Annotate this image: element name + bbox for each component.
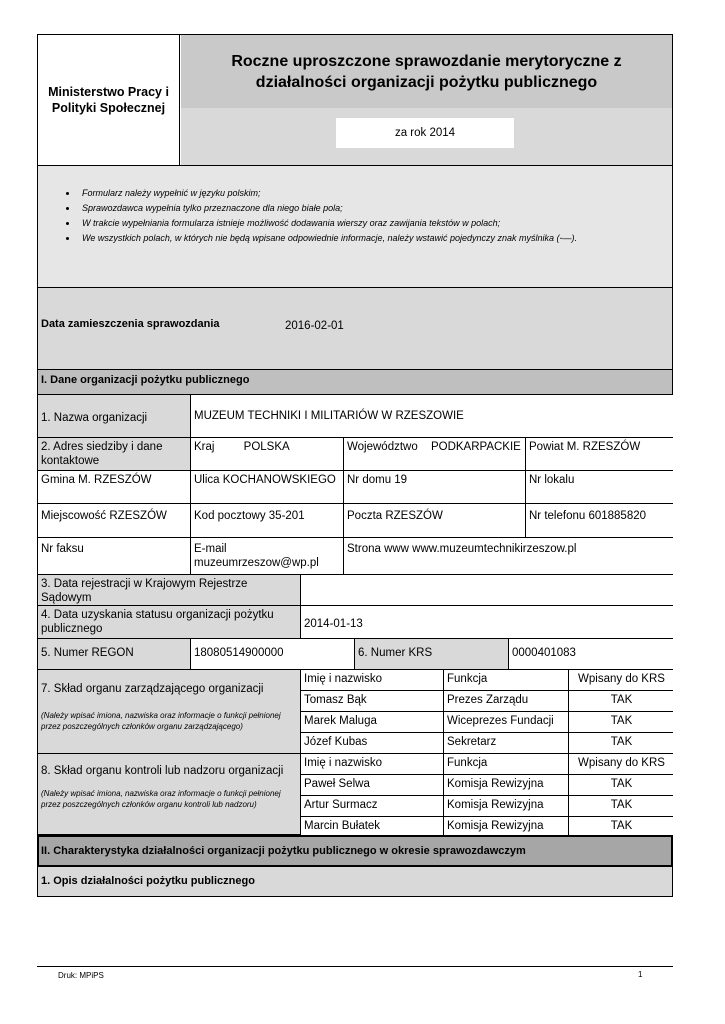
section2-title: II. Charakterystyka działalności organizacji pożytku publicznego w okresie sprawozdawczym [41,845,526,857]
poczta-cell[interactable]: Poczta RZESZÓW [343,504,525,537]
control-member-name[interactable]: Artur Surmacz [304,799,378,811]
nr-lokalu-cell[interactable]: Nr lokalu [525,471,673,503]
instruction-item: • We wszystkich polach, w których nie będą wpisane odpowiednie informacje, należy wstawić pojedynczy znak myślnika (-—). [78,231,672,246]
gmina-cell[interactable]: Gmina M. RZESZÓW [38,471,190,503]
control-col-func: Funkcja [443,754,568,774]
board-col-func: Funkcja [443,670,568,691]
board-col-krs: Wpisany do KRS [568,670,674,691]
krs-reg-label: 3. Data rejestracji w Krajowym Rejestrze Sądowym [41,578,248,604]
board-col-name: Imię i nazwisko [304,673,382,685]
ulica-cell[interactable]: Ulica KOCHANOWSKIEGO [190,471,343,503]
publication-label: Data zamieszczenia sprawozdania [41,318,220,330]
control-note: (Należy wpisać imiona, nazwiska oraz informacje o funkcji pełnionej przez poszczególnych członków organu kontroli lub nadzoru) [41,789,281,809]
control-table [300,754,673,835]
regon-value[interactable]: 18080514900000 [190,639,354,669]
powiat-cell[interactable]: Powiat M. RZESZÓW [525,438,673,470]
ministry-name: Ministerstwo Pracy i Polityki Społecznej [48,85,169,115]
kraj-label: Kraj [194,441,215,453]
email-value: muzeumrzeszow@wp.pl [194,557,319,569]
instructions-box [37,166,673,288]
header-block [37,34,673,166]
section2-sub1: 1. Opis działalności pożytku publicznego [41,875,255,887]
section1-title-bar [37,370,673,395]
faks-cell[interactable]: Nr faksu [38,538,190,574]
wojewodztwo-label: Województwo [347,441,418,453]
year-field[interactable]: za rok 2014 [336,118,514,148]
ministry-box [38,35,180,165]
telefon-cell[interactable]: Nr telefonu 601885820 [525,504,673,537]
krs-reg-value[interactable] [300,575,673,605]
regon-label: 5. Numer REGON [41,647,134,659]
control-col-krs: Wpisany do KRS [568,754,674,774]
footer-line [37,966,673,967]
board-note: (Należy wpisać imiona, nazwiska oraz informacje o funkcji pełnionej przez poszczególnych członków organu zarządzającego) [41,711,281,731]
instructions-list [38,186,672,246]
instruction-item: • W trakcie wypełniania formularza istnieje możliwość dodawania wierszy oraz zawijania tekstów w polach; [78,216,672,231]
publication-box [37,288,673,370]
email-cell[interactable] [190,538,343,574]
publication-date[interactable]: 2016-02-01 [285,320,344,332]
control-label-cell [38,754,300,835]
www-cell[interactable]: Strona www www.muzeumtechnikirzeszow.pl [343,538,673,574]
instruction-item: • Formularz należy wypełnić w języku polskim; [78,186,672,201]
section1-title: I. Dane organizacji pożytku publicznego [41,374,250,386]
board-member-name[interactable]: Józef Kubas [304,736,368,748]
control-member-krs[interactable]: TAK [568,796,674,816]
board-member-krs[interactable]: TAK [568,691,674,711]
title-box [181,35,672,108]
section2-title-bar [37,835,673,867]
control-member-name[interactable]: Marcin Bułatek [304,820,381,832]
miejscowosc-cell[interactable]: Miejscowość RZESZÓW [38,504,190,537]
section1-table [37,395,673,835]
board-member-name[interactable]: Marek Maluga [304,715,377,727]
address-label: 2. Adres siedziby i dane kontaktowe [41,441,163,467]
page-number: 1 [638,970,643,979]
email-label: E-mail [194,543,227,555]
control-member-func[interactable]: Komisja Rewizyjna [443,775,568,795]
kraj-value: POLSKA [243,441,290,453]
wojewodztwo-cell[interactable] [343,438,525,470]
board-member-func[interactable]: Prezes Zarządu [443,691,568,711]
board-member-name[interactable]: Tomasz Bąk [304,694,367,706]
control-member-func[interactable]: Komisja Rewizyjna [443,817,568,835]
instruction-item: • Sprawozdawca wypełnia tylko przeznaczone dla niego białe pola; [78,201,672,216]
control-col-name: Imię i nazwisko [304,757,382,769]
kod-pocztowy-cell[interactable]: Kod pocztowy 35-201 [190,504,343,537]
board-member-func[interactable]: Wiceprezes Fundacji [443,712,568,732]
org-name-label: 1. Nazwa organizacji [41,412,148,424]
control-member-krs[interactable]: TAK [568,817,674,835]
wojewodztwo-value: PODKARPACKIE [430,441,521,453]
control-member-func[interactable]: Komisja Rewizyjna [443,796,568,816]
org-name-value[interactable]: MUZEUM TECHNIKI I MILITARIÓW W RZESZOWIE [190,395,673,437]
board-label: 7. Skład organu zarządzającego organizacji [41,683,264,695]
board-member-krs[interactable]: TAK [568,733,674,753]
nr-domu-cell[interactable]: Nr domu 19 [343,471,525,503]
krs-value[interactable]: 0000401083 [508,639,673,669]
board-label-cell [38,670,300,753]
control-member-name[interactable]: Paweł Selwa [304,778,370,790]
control-member-krs[interactable]: TAK [568,775,674,795]
control-label: 8. Skład organu kontroli lub nadzoru organizacji [41,765,284,777]
footer-print-label: Druk: MPiPS [58,971,104,980]
krs-label: 6. Numer KRS [354,639,508,669]
board-member-func[interactable]: Sekretarz [443,733,568,753]
board-table [300,670,673,753]
section2-sub1-bar [37,867,673,897]
kraj-cell[interactable] [190,438,343,470]
board-member-krs[interactable]: TAK [568,712,674,732]
report-title: Roczne uproszczone sprawozdanie merytoryczne z działalności organizacji pożytku publicznego [231,52,622,91]
opp-label: 4. Data uzyskania statusu organizacji pożytku publicznego [41,609,274,635]
year-area [181,108,672,165]
opp-value[interactable]: 2014-01-13 [300,606,673,638]
